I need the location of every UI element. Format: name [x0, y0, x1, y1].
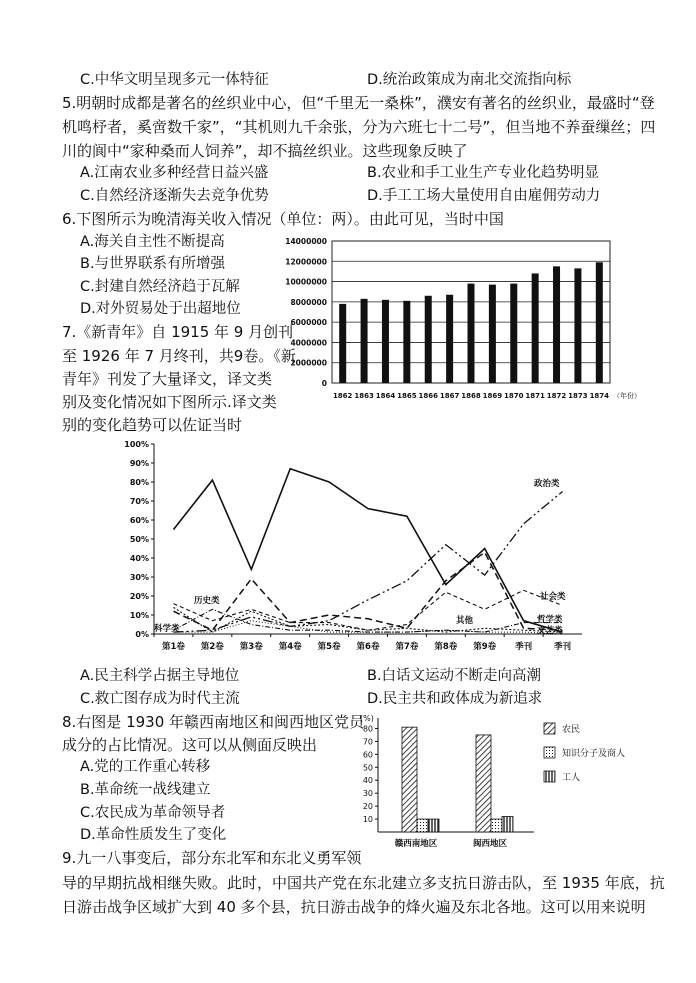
bar-1873	[574, 268, 581, 383]
series-label-哲学类: 哲学类	[537, 615, 563, 625]
bar-1872	[553, 266, 560, 383]
y-tick-label: 80%	[129, 478, 149, 487]
series-label-社会类: 社会类	[540, 592, 566, 602]
q5-stem-line2: 机鸣杼者，奚啻数千家”，“其机则九千余张，分为六班七十二号”，但当地不养蚕缫丝；四	[62, 118, 656, 136]
q7-stem-line1: 7.《新青年》自 1915 年 9 月创刊	[62, 323, 294, 341]
q7-option-b: B.白话文运动不断走向高潮	[367, 668, 542, 684]
x-tick-label: 第6卷	[356, 642, 380, 652]
x-tick-label: 1862	[332, 392, 353, 400]
bar-1874	[596, 262, 603, 383]
q7-stem-line4: 别及变化情况如下图所示.译文类	[62, 393, 277, 411]
legend-label-工人: 工人	[562, 773, 581, 783]
x-tick-label: 赣西南地区	[394, 839, 438, 849]
y-tick-label: 30%	[129, 573, 149, 582]
q8-stem-line1: 8.右图是 1930 年赣西南地区和闽西地区党员	[62, 713, 365, 731]
y-tick-label: 30	[362, 789, 373, 799]
q8-option-a: A.党的工作重心转移	[80, 759, 211, 775]
q5-stem-line1: 5.明朝时成都是著名的丝织业中心，但“千里无一桑株”，濮安有著名的丝织业，最盛时“登	[62, 94, 655, 112]
y-tick-label: 0%	[135, 630, 149, 639]
y-tick-label: 6000000	[290, 318, 327, 328]
x-tick-label: 第1卷	[161, 642, 185, 652]
y-tick-label: 40	[362, 776, 373, 786]
q5-option-c: C.自然经济逐渐失去竞争优势	[80, 188, 269, 204]
bar-1868	[468, 284, 475, 383]
q6-stem: 6.下图所示为晚清海关收入情况（单位：两）。由此可见，当时中国	[62, 210, 504, 228]
x-tick-label: 1865	[397, 392, 417, 400]
y-tick-label: 40%	[129, 554, 149, 563]
x-tick-label: 1864	[375, 392, 396, 400]
x-tick-label: 季刊	[515, 642, 533, 652]
y-tick-label: 70	[362, 737, 373, 747]
x-tick-label: 1873	[568, 392, 588, 400]
party-member-composition-chart	[356, 710, 656, 855]
y-tick-label: 8000000	[290, 297, 327, 307]
q5-stem-line3: 川的阆中“家种桑而人饲养”，却不搞丝织业。这些现象反映了	[62, 142, 468, 160]
bar-1867	[446, 295, 453, 383]
translation-category-chart	[112, 436, 632, 658]
q7-option-a: A.民主科学占据主导地位	[80, 668, 240, 684]
bar-1863	[361, 299, 368, 383]
x-tick-label: 第8卷	[434, 642, 458, 652]
x-tick-label: 1869	[482, 392, 503, 400]
bar-工人-闽西地区	[502, 816, 513, 832]
bar-知识分子及商人-闽西地区	[491, 819, 502, 832]
q8-option-c: C.农民成为革命领导者	[80, 805, 226, 821]
x-tick-label: 1866	[418, 392, 438, 400]
x-tick-label: 第9卷	[473, 642, 497, 652]
bar-1865	[403, 301, 410, 383]
q9-stem-line3: 日游击战争区域扩大到 40 多个县，抗日游击战争的烽火遍及东北各地。这可以用来说明	[62, 898, 646, 916]
q9-stem-line2: 导的早期抗战相继失败。此时，中国共产党在东北建立多支抗日游击队，至 1935 年底，抗	[62, 874, 665, 892]
customs-revenue-chart	[258, 228, 678, 406]
q8-stem-line2: 成分的占比情况。这可以从侧面反映出	[62, 736, 318, 754]
series-line-政治类	[174, 492, 563, 633]
q5-option-a: A.江南农业多种经营日益兴盛	[80, 165, 269, 181]
bar-农民-闽西地区	[476, 735, 491, 832]
x-tick-label: 1870	[504, 392, 524, 400]
legend-swatch-农民	[544, 723, 555, 734]
x-tick-label: 1863	[354, 392, 374, 400]
series-label-政治类: 政治类	[534, 479, 560, 489]
series-label-文艺类: 文艺类	[537, 626, 563, 636]
y-axis-unit: (%)	[360, 714, 374, 723]
x-tick-label: 第2卷	[200, 642, 224, 652]
x-tick-label: 1867	[439, 392, 460, 400]
bar-1864	[382, 300, 389, 383]
legend-swatch-知识分子及商人	[544, 747, 555, 758]
bar-1866	[425, 296, 432, 383]
q6-option-d: D.对外贸易处于出超地位	[80, 301, 241, 317]
y-tick-label: 50%	[129, 535, 149, 544]
bar-农民-赣西南地区	[402, 727, 417, 832]
q4-option-c: C.中华文明呈现多元一体特征	[80, 72, 269, 88]
y-tick-label: 10	[362, 815, 373, 825]
q7-option-c: C.救亡图存成为时代主流	[80, 691, 240, 707]
series-label-科学类: 科学类	[154, 624, 180, 634]
y-tick-label: 60%	[129, 516, 149, 525]
y-tick-label: 80	[362, 724, 373, 734]
legend-label-农民: 农民	[562, 725, 581, 735]
x-tick-label: 第4卷	[278, 642, 302, 652]
series-line-其他	[174, 552, 563, 630]
x-tick-label: 第7卷	[395, 642, 419, 652]
y-tick-label: 14000000	[285, 237, 327, 246]
q7-stem-line3: 青年》刊发了大量译文，译文类	[62, 370, 273, 388]
y-tick-label: 4000000	[290, 338, 327, 348]
q5-option-b: B.农业和手工业生产专业化趋势明显	[367, 165, 600, 181]
y-tick-label: 90%	[129, 459, 149, 468]
q8-option-d: D.革命性质发生了变化	[80, 827, 227, 843]
y-tick-label: 70%	[129, 497, 149, 506]
x-tick-label: 第5卷	[317, 642, 341, 652]
q6-option-a: A.海关自主性不断提高	[80, 234, 225, 250]
bar-1862	[339, 304, 346, 383]
x-tick-label: 1872	[546, 392, 567, 400]
q9-stem-line1: 9.九一八事变后，部分东北军和东北义勇军领	[62, 849, 362, 867]
y-tick-label: 50	[362, 763, 373, 773]
series-label-历史类: 历史类	[194, 596, 220, 606]
y-tick-label: 0	[321, 379, 327, 388]
q7-stem-line5: 别的变化趋势可以佐证当时	[62, 416, 243, 434]
series-label-其他: 其他	[456, 616, 474, 626]
y-tick-label: 20%	[129, 592, 149, 601]
y-tick-label: 20	[362, 802, 373, 812]
q8-option-b: B.革命统一战线建立	[80, 782, 211, 798]
q6-option-c: C.封建自然经济趋于瓦解	[80, 279, 240, 295]
x-tick-label: 1874	[589, 392, 610, 400]
x-tick-label: 季刊	[554, 642, 572, 652]
x-tick-label: 1868	[461, 392, 481, 400]
x-tick-label: 第3卷	[239, 642, 263, 652]
legend-label-知识分子及商人: 知识分子及商人	[562, 749, 626, 759]
q5-option-d: D.手工工场大量使用自由雇佣劳动力	[367, 188, 601, 204]
bar-1871	[532, 273, 539, 383]
y-tick-label: 10%	[129, 611, 149, 620]
y-tick-label: 60	[362, 750, 373, 760]
series-line-科学类	[174, 609, 563, 632]
x-tick-label: 1871	[525, 392, 545, 400]
q4-option-d: D.统治政策成为南北交流指向标	[367, 72, 572, 88]
y-tick-label: 2000000	[290, 358, 327, 368]
bar-工人-赣西南地区	[428, 819, 439, 832]
y-tick-label: 10000000	[285, 277, 327, 287]
x-axis-label: （年份）	[613, 392, 641, 400]
q7-option-d: D.民主共和政体成为新追求	[367, 691, 543, 707]
y-tick-label: 100%	[124, 440, 149, 449]
bar-1870	[510, 284, 517, 383]
q6-option-b: B.与世界联系有所增强	[80, 256, 226, 272]
x-tick-label: 闽西地区	[472, 839, 508, 849]
y-tick-label: 12000000	[285, 257, 327, 267]
series-line-社会类	[174, 469, 563, 632]
bar-知识分子及商人-赣西南地区	[417, 819, 428, 832]
bar-1869	[489, 285, 496, 383]
legend-swatch-工人	[544, 771, 555, 782]
series-line-哲学类	[174, 607, 563, 632]
q7-stem-line2: 至 1926 年 7 月终刊，共9卷。《新	[62, 347, 296, 365]
